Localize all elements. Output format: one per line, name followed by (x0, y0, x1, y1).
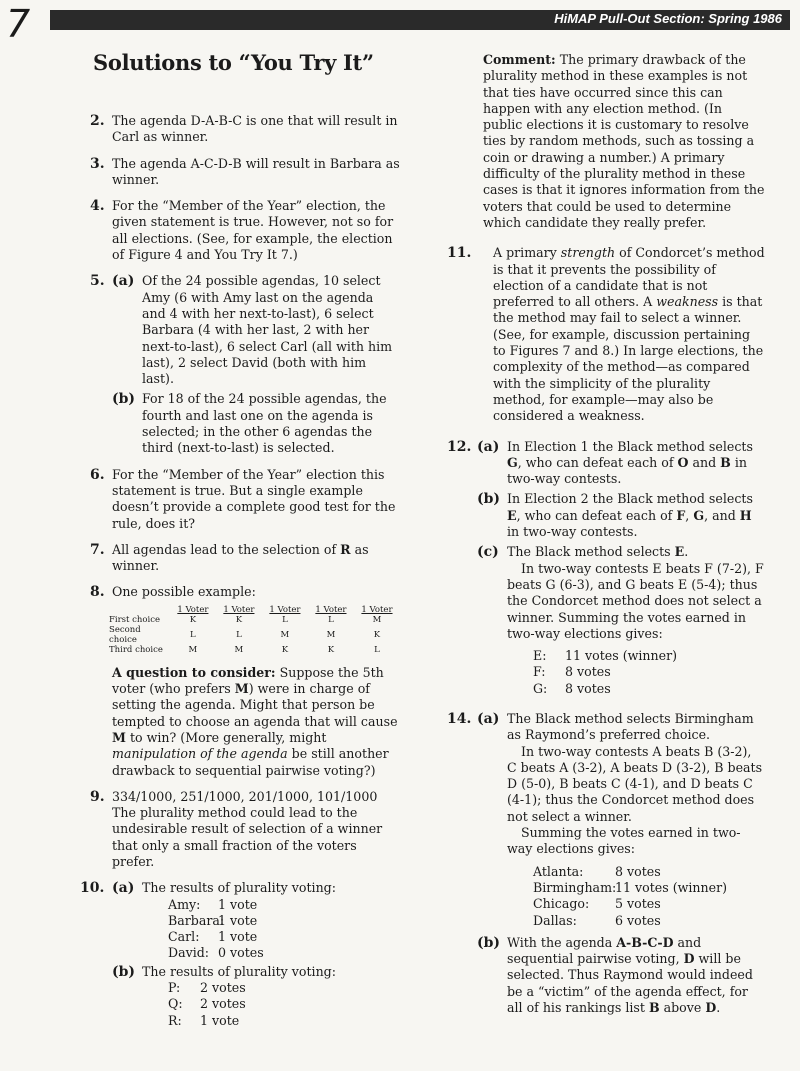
solution-text: For the “Member of the Year” election, the given statement is true. However, not so for all elections. (See, for example, the election of Figure 4 and You Try It 7.) (112, 198, 394, 263)
column-header: 1 Voter (315, 604, 347, 615)
solution-6 (90, 467, 400, 532)
solution-text: The plurality method could lead to the undesirable result of selection of a winner that only a small fraction of the voters prefer. (112, 805, 383, 869)
item-number: 10. (80, 880, 105, 897)
results-list (533, 864, 765, 929)
solution-9 (90, 789, 400, 870)
part-b (112, 964, 400, 1029)
solution-10 (80, 880, 400, 1029)
results-list (168, 980, 400, 1029)
solution-11 (447, 245, 765, 424)
results-list (168, 897, 400, 962)
list-item: Barbara:1 vote (168, 912, 258, 928)
part-text: In two-way contests A beats B (3-2), C beats A (3-2), A beats D (3-2), B beats D (5-0), B beats C (4-1), and D beats C (4-1); thus the Condorcet method does not select a winner. (507, 743, 763, 824)
item-number: 7. (90, 541, 105, 558)
list-item: Carl: 1 vote (168, 929, 258, 945)
solution-text: One possible example: (112, 584, 256, 600)
list-item: Q: 2 votes (168, 996, 246, 1012)
table-header-row (106, 605, 400, 615)
solution-12 (447, 439, 765, 697)
part-text: With the agenda A-B-C-D and sequential pairwise voting, D will be selected. Thus Raymond would indeed be a “victim” of the agenda effect, for all of his rankings list B above D. (507, 934, 753, 1016)
part-text: The results of plurality voting: (142, 963, 336, 979)
table-row: First choice K K L L M (109, 614, 382, 625)
left-column (80, 113, 400, 1029)
part-letter: (b) (477, 934, 501, 951)
solution-text: All agendas lead to the selection of R as winner. (112, 541, 369, 574)
header-bar (50, 10, 790, 30)
solution-text: The agenda D-A-B-C is one that will result in Carl as winner. (112, 113, 398, 145)
part-text: In Election 1 the Black method selects G, who can defeat each of O and B in two-way contests. (507, 438, 753, 487)
solution-8 (90, 584, 400, 778)
part-a (477, 439, 765, 488)
column-header: 1 Voter (177, 604, 209, 615)
part-text: Of the 24 possible agendas, 10 select Amy (6 with Amy last on the agenda and 4 with her next-to-last), 6 select Barbara (4 with her last, 2 with her next-to-last), 6 select Carl (all with him last), 2 select David (both with him last). (142, 273, 393, 387)
column-header: 1 Voter (269, 604, 301, 615)
part-text: The Black method selects E. (507, 544, 689, 560)
list-item: Dallas: 6 votes (533, 912, 661, 928)
solution-2 (90, 113, 400, 146)
list-item: Amy: 1 vote (168, 896, 258, 912)
solution-3 (90, 156, 400, 189)
part-letter: (b) (112, 963, 136, 980)
solution-text: A primary strength of Condorcet’s method is that it prevents the possibility of election of a candidate that is not preferred to all others. A weakness is that the method may fail to select a winner. (See, for example, discussion pertaining to Figures 7 and 8.) In large elections, the complexity of the method—as compared with the simplicity of the plurality method, for example—may also be considered a weakness. (493, 245, 765, 424)
part-a (112, 880, 400, 961)
part-letter: (c) (477, 544, 499, 561)
item-number: 14. (447, 710, 472, 727)
part-text: Summing the votes earned in two-way elections gives: (507, 825, 741, 857)
part-b (477, 935, 765, 1016)
part-b (477, 491, 765, 540)
solution-4 (90, 198, 400, 263)
item-number: 11. (447, 245, 472, 262)
part-text: For 18 of the 24 possible agendas, the fourth and last one on the agenda is selected; in the other 6 agendas the third (next-to-last) is selected. (142, 391, 387, 456)
part-text: The results of plurality voting: (142, 880, 336, 896)
right-column (447, 52, 765, 1016)
column-header: 1 Voter (361, 604, 393, 615)
part-c (477, 544, 765, 697)
item-number: 5. (90, 273, 105, 290)
item-number: 6. (90, 466, 105, 483)
page-title: Solutions to “You Try It” (93, 50, 374, 75)
part-text: In Election 2 the Black method selects E, who can defeat each of F, G, and H in two-way contests. (507, 491, 753, 540)
list-item: G: 8 votes (533, 680, 611, 696)
part-letter: (b) (112, 391, 136, 408)
item-number: 8. (90, 584, 105, 601)
list-item: Birmingham:11 votes (winner) (533, 879, 728, 895)
part-a (477, 711, 765, 929)
list-item: E: 11 votes (winner) (533, 648, 678, 664)
table-row: Second choice L L M M K (109, 624, 381, 645)
part-letter: (a) (477, 438, 500, 455)
fractions: 334/1000, 251/1000, 201/1000, 101/1000 (112, 788, 378, 804)
solution-7 (90, 542, 400, 575)
list-item: R: 1 vote (168, 1012, 240, 1028)
column-header: 1 Voter (223, 604, 255, 615)
solution-text: For the “Member of the Year” election this statement is true. But a single example doesn’t provide a complete good test for the rule, does it? (112, 466, 396, 531)
list-item: David: 0 votes (168, 945, 264, 961)
list-item: Chicago: 5 votes (533, 896, 661, 912)
comment: Comment: The primary drawback of the plurality method in these examples is not that ties have occurred since this can happen with any election method. (In public elections it is customary to resolve ties by random methods, such as tossing a coin or drawing a number.) A primary difficulty of the plurality method in these cases is that it ignores information from the voters that could be used to determine which candidate they really prefer. (483, 52, 765, 230)
part-letter: (b) (477, 491, 501, 508)
page-number: 7 (6, 2, 31, 46)
solution-14 (447, 711, 765, 1016)
list-item: Atlanta: 8 votes (533, 863, 661, 879)
list-item: P: 2 votes (168, 980, 246, 996)
item-number: 2. (90, 113, 105, 129)
part-letter: (a) (477, 710, 500, 727)
item-number: 4. (90, 198, 105, 215)
solution-text: The agenda A-C-D-B will result in Barbara as winner. (112, 155, 400, 187)
part-text: In two-way contests E beats F (7-2), F beats G (6-3), and G beats E (5-4); thus the Condorcet method does not select a winner. Summing the votes earned in two-way elections gives: (507, 560, 764, 641)
part-a (112, 273, 400, 387)
question-to-consider: A question to consider: Suppose the 5th voter (who prefers M) were in charge of setting the agenda. Might that person be tempted to choose an agenda that will cause M to win? (More generally, might manipulation of the agenda be still another drawback to sequential pairwise voting?) (112, 664, 398, 778)
part-letter: (a) (112, 880, 135, 897)
table-row: Third choice M M K K L (109, 644, 380, 655)
part-letter: (a) (112, 273, 135, 290)
list-item: F: 8 votes (533, 664, 611, 680)
voter-preference-table (106, 605, 400, 655)
item-number: 9. (90, 788, 105, 805)
part-b (112, 391, 400, 456)
header-text: HiMAP Pull-Out Section: Spring 1986 (554, 11, 782, 26)
solution-5 (90, 273, 400, 456)
results-list (533, 648, 765, 697)
item-number: 3. (90, 155, 105, 172)
item-number: 12. (447, 438, 472, 455)
part-text: The Black method selects Birmingham as Raymond’s preferred choice. (507, 710, 754, 743)
